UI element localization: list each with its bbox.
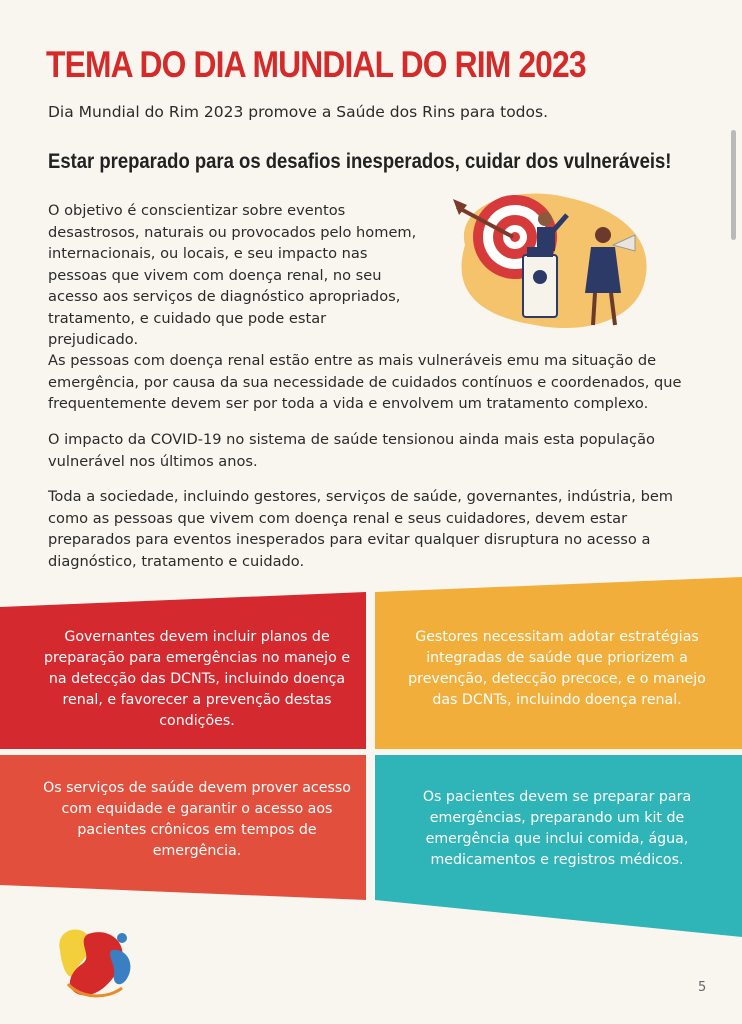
paragraph-society: Toda a sociedade, incluindo gestores, serviços de saúde, governantes, indústria, bem como as pessoas que vivem com doença renal e seus cuidadores, devem estar preparados para eventos inesperados para evitar qualquer disruptura no acesso a diagnóstico, tratamento e cuidado.	[48, 488, 674, 570]
box-patients-text: Os pacientes devem se preparar para emergências, preparando um kit de emergência que inclui comida, água, medicamentos e registros médicos.	[422, 789, 692, 868]
paragraph-vulnerable: As pessoas com doença renal estão entre as mais vulneráveis emu ma situação de emergência, por causa da sua necessidade de cuidados contínuos e coordenados, que frequentemente devem ser por toda a vida e envolvem um tratamento complexo.	[48, 352, 682, 412]
paragraph-objective: O objetivo é conscientizar sobre eventos desastrosos, naturais ou provocados pelo homem, internacionais, ou locais, e seu impacto nas pessoas que vivem com doença renal, no seu acesso aos serviços de diagnóstico apropriados, tratamento, e cuidado que pode estar prejudicado.	[48, 202, 417, 348]
box-governments-text: Governantes devem incluir planos de preparação para emergências no manejo e na detecção das DCNTs, incluindo doença renal, e favorecer a prevenção destas condições.	[43, 629, 351, 729]
box-managers-text: Gestores necessitam adotar estratégias integradas de saúde que priorizem a prevenção, detecção precoce, e o manejo das DCNTs, incluindo doença renal.	[408, 629, 706, 708]
scrollbar-thumb[interactable]	[731, 130, 736, 240]
target-speakers-illustration-icon	[445, 185, 655, 335]
page-title: TEMA DO DIA MUNDIAL DO RIM 2023	[46, 44, 586, 85]
paragraph-covid: O impacto da COVID-19 no sistema de saúde tensionou ainda mais esta população vulnerável nos últimos anos.	[48, 431, 655, 470]
world-kidney-day-logo-icon	[50, 920, 140, 1005]
box-health-services-text: Os serviços de saúde devem prover acesso com equidade e garantir o acesso aos pacientes crônicos em tempos de emergência.	[43, 780, 351, 859]
section-heading: Estar preparado para os desafios inesperados, cuidar dos vulneráveis!	[48, 150, 672, 173]
page-subtitle: Dia Mundial do Rim 2023 promove a Saúde dos Rins para todos.	[48, 103, 548, 121]
page-number: 5	[698, 980, 707, 995]
